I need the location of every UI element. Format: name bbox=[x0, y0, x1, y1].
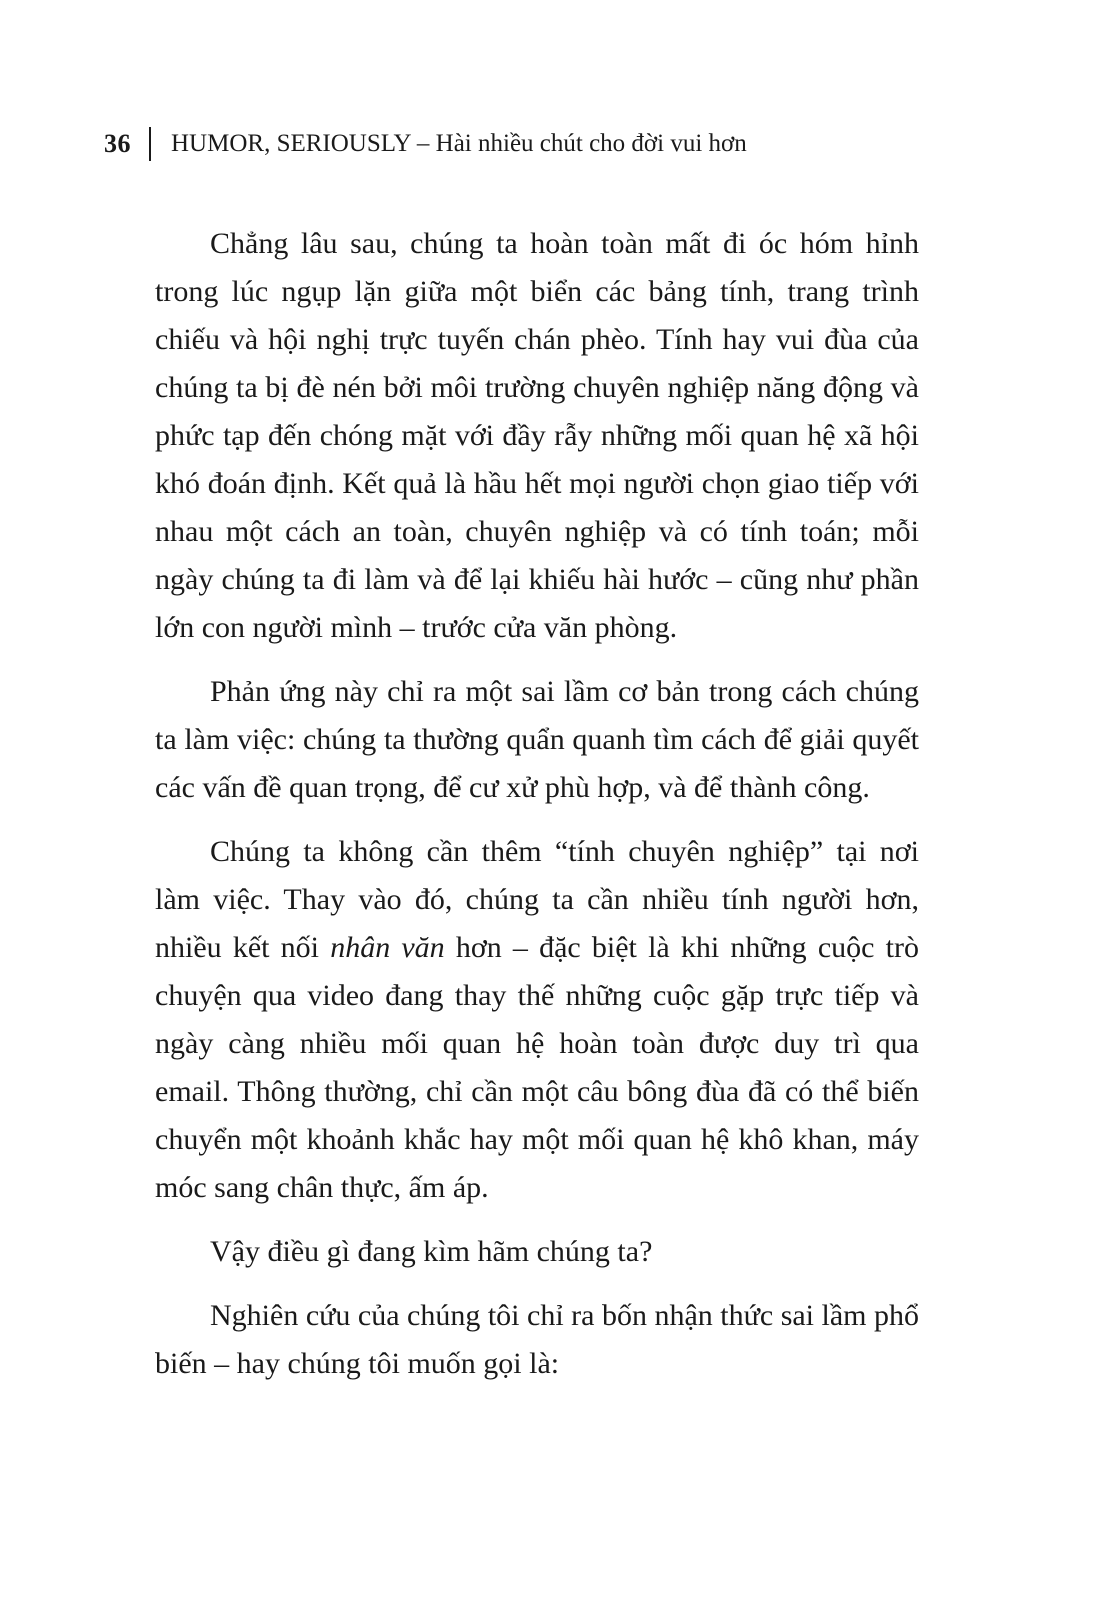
running-head: HUMOR, SERIOUSLY – Hài nhiều chút cho đời vui hơn bbox=[171, 130, 747, 157]
page-header bbox=[104, 124, 747, 164]
body-text bbox=[155, 220, 919, 1404]
paragraph-5: Nghiên cứu của chúng tôi chỉ ra bốn nhận thức sai lầm phổ biến – hay chúng tôi muốn gọi là: bbox=[155, 1299, 919, 1380]
paragraph-3-emphasis: nhân văn bbox=[330, 931, 445, 964]
page-number: 36 bbox=[104, 129, 131, 158]
paragraph-2: Phản ứng này chỉ ra một sai lầm cơ bản trong cách chúng ta làm việc: chúng ta thường quẩn quanh tìm cách để giải quyết các vấn đề quan trọng, để cư xử phù hợp, và để thành công. bbox=[155, 675, 919, 804]
header-divider bbox=[149, 127, 151, 161]
paragraph-3 bbox=[155, 828, 919, 1212]
paragraph-3-after: hơn – đặc biệt là khi những cuộc trò chuyện qua video đang thay thế những cuộc gặp trực tiếp và ngày càng nhiều mối quan hệ hoàn toàn được duy trì qua email. Thông thường, chỉ cần một câu bông đùa đã có thể biến chuyển một khoảnh khắc hay một mối quan hệ khô khan, máy móc sang chân thực, ấm áp. bbox=[155, 931, 919, 1204]
paragraph-4: Vậy điều gì đang kìm hãm chúng ta? bbox=[210, 1235, 653, 1268]
paragraph-1: Chẳng lâu sau, chúng ta hoàn toàn mất đi óc hóm hỉnh trong lúc ngụp lặn giữa một biển các bảng tính, trang trình chiếu và hội nghị trực tuyến chán phèo. Tính hay vui đùa của chúng ta bị đè nén bởi môi trường chuyên nghiệp năng động và phức tạp đến chóng mặt với đầy rẫy những mối quan hệ xã hội khó đoán định. Kết quả là hầu hết mọi người chọn giao tiếp với nhau một cách an toàn, chuyên nghiệp và có tính toán; mỗi ngày chúng ta đi làm và để lại khiếu hài hước – cũng như phần lớn con người mình – trước cửa văn phòng. bbox=[155, 227, 919, 644]
paragraph-3-before: Chúng ta không cần thêm “tính chuyên nghiệp” tại nơi làm việc. Thay vào đó, chúng ta cần nhiều tính người hơn, nhiều kết nối bbox=[155, 835, 919, 964]
